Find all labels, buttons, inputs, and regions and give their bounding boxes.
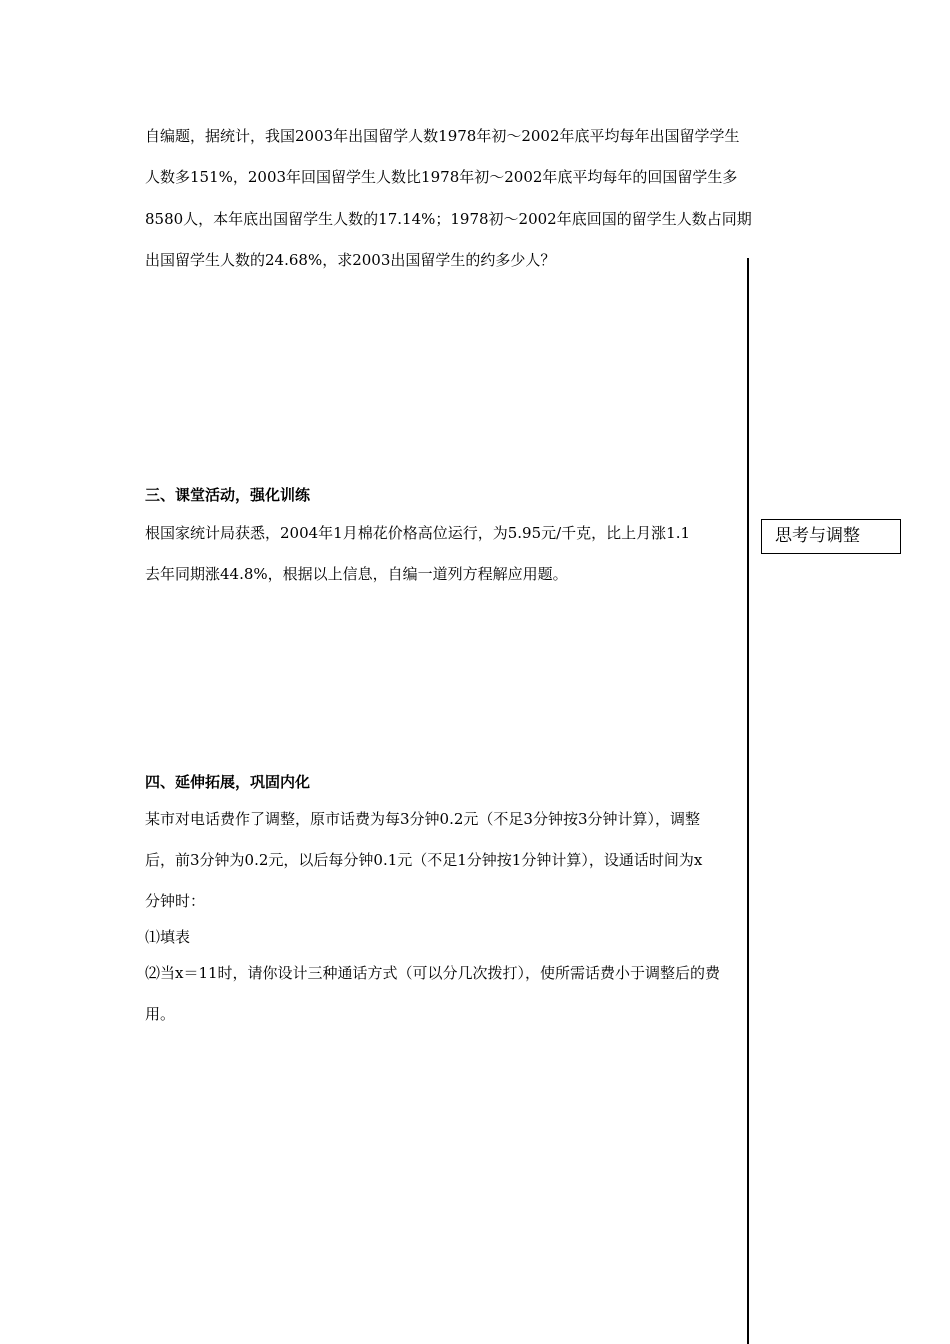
- section4-tail: 用。: [145, 1005, 176, 1023]
- side-note-box: 思考与调整: [761, 519, 901, 554]
- section4-heading: 四、延伸拓展，巩固内化: [145, 773, 311, 791]
- section3-line-1: 根国家统计局获悉，2004年1月棉花价格高位运行，为5.95元/千克，比上月涨1.1: [145, 524, 691, 542]
- section4-line-1: 某市对电话费作了调整，原市话费为每3分钟0.2元（不足3分钟按3分钟计算），调整: [145, 810, 700, 828]
- section3-heading: 三、课堂活动，强化训练: [145, 486, 311, 504]
- section4-item-2: ⑵当x＝11时，请你设计三种通话方式（可以分几次拨打），使所需话费小于调整后的费: [145, 964, 721, 982]
- section3-line-2: 去年同期涨44.8%，根据以上信息，自编一道列方程解应用题。: [145, 565, 568, 583]
- problem1-line-4: 出国留学生人数的24.68%，求2003出国留学生的约多少人？: [145, 251, 556, 269]
- problem1-line-2: 人数多151%，2003年回国留学生人数比1978年初～2002年底平均每年的回国留学生多: [145, 168, 738, 186]
- section4-item-1: ⑴填表: [145, 928, 191, 946]
- margin-rule: [747, 258, 749, 1344]
- section4-line-2: 后，前3分钟为0.2元，以后每分钟0.1元（不足1分钟按1分钟计算），设通话时间为x: [145, 851, 703, 869]
- problem1-line-1: 自编题，据统计，我国2003年出国留学人数1978年初～2002年底平均每年出国留学学生: [145, 127, 740, 145]
- section4-line-3: 分钟时：: [145, 892, 206, 910]
- problem1-line-3: 8580人，本年底出国留学生人数的17.14%；1978初～2002年底回国的留学生人数占同期: [145, 210, 752, 228]
